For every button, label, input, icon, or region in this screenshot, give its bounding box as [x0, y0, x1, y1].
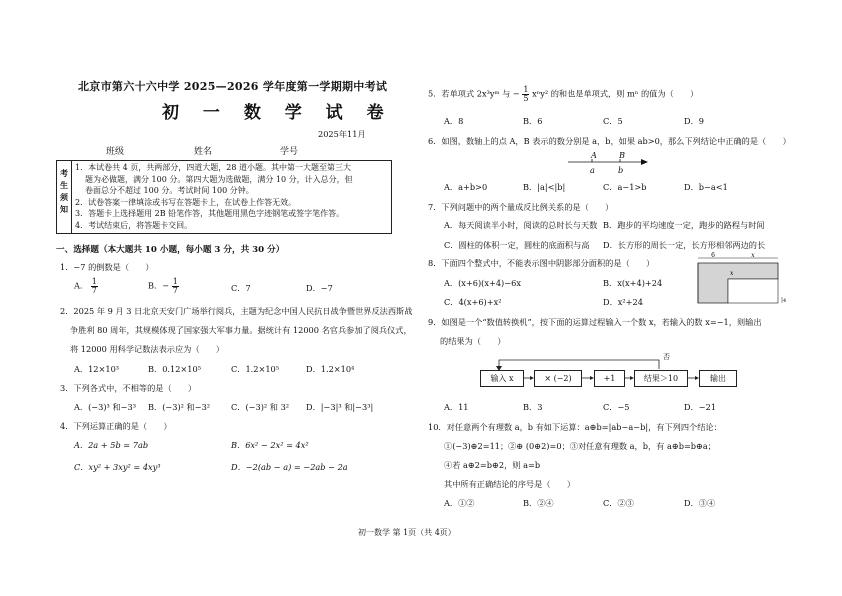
fraction-denominator: 5	[523, 94, 529, 103]
q6-value-b: b	[618, 165, 624, 175]
q4-option-b: B．6x² − 2x² = 4x²	[231, 440, 309, 450]
q8-label-four: 4	[783, 298, 787, 304]
q5-option-a: A．8	[444, 116, 464, 126]
q3-option-b: B．(−3)² 和−3²	[148, 402, 211, 412]
q4-stem: 4．下列运算正确的是（ ）	[60, 421, 172, 431]
exam-school-title: 北京市第六十六中学 2025—2026 学年度第一学期期中考试	[78, 80, 388, 93]
q10-option-b: B．②④	[523, 498, 554, 508]
q5-option-c: C．5	[603, 116, 623, 126]
q6-number-line	[568, 157, 648, 167]
notice-side-label	[57, 161, 72, 234]
q9-option-d: D．−21	[684, 402, 717, 412]
q4-option-a: A．2a + 5b = 7ab	[74, 440, 149, 450]
field-class: 班级	[106, 147, 125, 157]
q2-line-1: 2．2025 年 9 月 3 日北京天安门广场举行阅兵，主题为纪念中国人民抗日战争暨世界反法西斯战	[60, 306, 413, 316]
q9-no-label: 否	[663, 353, 670, 361]
notice-line: 卷面总分不超过 100 分。考试时间 100 分钟。	[85, 186, 254, 196]
q6-option-c: C．a−1>b	[603, 182, 647, 192]
q5-option-d: D．9	[684, 116, 704, 126]
q1-option-b-fraction	[172, 278, 179, 295]
q6-option-b: B．|a|<|b|	[523, 182, 566, 192]
notice-line: 3．答题卡上选择题用 2B 铅笔作答，其他题用黑色字迹钢笔或签字笔作答。	[75, 209, 345, 219]
q3-stem: 3．下列各式中，不相等的是（ ）	[60, 383, 197, 393]
notice-line: 2．试卷答案一律填涂或书写在答题卡上，在试卷上作答无效。	[75, 197, 297, 207]
flow-multiply-box: × (−2)	[534, 370, 582, 387]
q3-option-c: C．(−3)² 和 3²	[231, 402, 290, 412]
exam-date: 2025年11月	[318, 129, 366, 139]
q1-stem: 1．−7 的倒数是（ ）	[60, 262, 154, 272]
q2-line-2: 争胜利 80 周年，其规模体现了国家强大军事力量。据统计有 12000 名官兵参加了阅兵仪式，	[70, 325, 412, 335]
q8-option-b: B．x(x+4)+24	[603, 278, 663, 288]
q10-line-4: 其中所有正确结论的序号是（ ）	[444, 479, 576, 489]
field-student-id: 学号	[280, 147, 299, 157]
q10-line-3: ④若 a⊕2=b⊕2，则 a=b	[444, 460, 541, 470]
q9-option-a: A．11	[444, 402, 469, 412]
q7-option-b: B．跑步的平均速度一定，跑步的路程与时间	[603, 220, 765, 230]
q5-stem-part-1: 5．若单项式 2x³yᵐ 与 −	[428, 88, 520, 99]
q5-stem-part-2: xⁿy² 的和也是单项式，则 mⁿ 的值为（ ）	[532, 88, 699, 99]
q4-option-d: D．−2(ab − a) = −2ab − 2a	[231, 462, 348, 472]
flow-input-box: 输入 x	[480, 370, 524, 387]
q9-option-b: B．3	[523, 402, 543, 412]
fraction-denominator: 7	[172, 286, 178, 295]
q10-option-d: D．③④	[684, 498, 716, 508]
q7-stem: 7．下列问题中的两个量成反比例关系的是（ ）	[428, 202, 614, 212]
q9-line-2: 的结果为（ ）	[440, 336, 506, 346]
q1-option-a-fraction	[91, 278, 98, 295]
notice-side-char: 须	[60, 192, 68, 202]
notice-body	[72, 161, 392, 234]
notice-line: 1．本试卷共 4 页，共两部分，四道大题，28 道小题。其中第一大题至第三大	[75, 163, 351, 172]
q8-option-c: C．4(x+6)+x²	[444, 297, 502, 307]
q1-option-b-label: B．−	[148, 280, 170, 291]
q9-option-c: C．−5	[603, 402, 630, 412]
q6-label-a: A	[591, 150, 597, 160]
exam-subject-title: 初 一 数 学 试 卷	[162, 103, 393, 123]
notice-side-char: 知	[60, 204, 68, 214]
q7-option-c: C．圆柱的体积一定，圆柱的底面积与高	[444, 240, 590, 250]
q8-stem: 8．下面四个整式中，不能表示图中阴影部分面积的是（ ）	[428, 258, 655, 268]
fraction-numerator: 1	[91, 277, 97, 286]
notice-line: 题为必做题，满分 100 分。第四大题为选做题，满分 10 分，计入总分，但	[85, 174, 353, 184]
q2-option-b: B．0.12×10⁵	[148, 364, 201, 374]
q1-option-d: D．−7	[306, 283, 333, 293]
q2-line-3: 将 12000 用科学记数法表示应为（ ）	[70, 344, 225, 354]
fraction-denominator: 7	[91, 286, 97, 295]
q5-option-b: B．6	[523, 116, 543, 126]
q2-option-d: D．1.2×10⁴	[306, 364, 355, 374]
q8-label-x-inner: x	[730, 270, 734, 277]
q1-option-c: C．7	[231, 283, 251, 293]
q8-option-a: A．(x+6)(x+4)−6x	[444, 278, 521, 288]
q10-option-a: A．①②	[444, 498, 475, 508]
notice-side-char: 生	[60, 180, 68, 190]
fraction-numerator: 1	[172, 277, 178, 286]
flow-output-box: 输出	[699, 370, 737, 387]
q6-label-b: B	[619, 150, 626, 160]
q8-label-six: 6	[711, 252, 715, 259]
q4-option-c: C．xy² + 3xy² = 4xy³	[74, 462, 161, 472]
q6-option-a: A．a+b>0	[444, 182, 488, 192]
q1-option-a-label: A．	[74, 280, 89, 291]
q2-option-a: A．12×10³	[74, 364, 120, 374]
q10-line-1: 10．对任意两个有理数 a，b 有如下运算：a⊕b=|ab−a−b|，有下列四个结论：	[428, 422, 722, 432]
q6-stem: 6．如图，数轴上的点 A，B 表示的数分别是 a，b，如果 ab>0，那么下列结论中正确的是（ ）	[428, 136, 791, 146]
q5-stem	[428, 86, 698, 103]
q2-option-c: C．1.2×10⁵	[231, 364, 280, 374]
field-name: 姓名	[194, 147, 213, 157]
q5-fraction	[522, 86, 529, 103]
flow-add-box: +1	[594, 370, 625, 387]
q3-option-d: D．|−3|³ 和|−3³|	[306, 402, 374, 412]
q6-option-d: D．b−a<1	[684, 182, 728, 192]
q9-line-1: 9．如图是一个“数值转换机”，按下面的运算过程输入一个数 x，若输入的数 x=−1，则输出	[428, 317, 762, 327]
q6-value-a: a	[590, 165, 595, 175]
q1-option-b	[148, 278, 179, 295]
exam-notice-box	[56, 160, 392, 234]
page-footer: 初一数学 第 1页（共 4页）	[358, 528, 456, 537]
section-heading: 一、选择题（本大题共 10 小题，每小题 3 分，共 30 分）	[56, 245, 285, 255]
q3-option-a: A．(−3)³ 和−3³	[74, 402, 136, 412]
q10-line-2: ①(−3)⊕2=11；②⊕ (0⊕2)=0；③对任意有理数 a，b，有 a⊕b=b⊕a；	[444, 441, 716, 451]
notice-side-char: 考	[60, 168, 68, 178]
q7-option-d: D．长方形的周长一定，长方形相邻两边的长	[603, 240, 766, 250]
q8-option-d: D．x²+24	[603, 297, 643, 307]
q1-option-a	[74, 278, 98, 295]
q7-option-a: A．每天阅读半小时，阅读的总时长与天数	[444, 220, 598, 230]
fraction-numerator: 1	[523, 85, 529, 94]
q8-label-x-top: x	[751, 252, 755, 259]
flow-condition-box: 结果＞10	[634, 370, 688, 387]
q8-shaded-figure	[694, 252, 787, 311]
q10-option-c: C．②③	[603, 498, 634, 508]
notice-line: 4．考试结束后，将答题卡交回。	[75, 220, 193, 230]
